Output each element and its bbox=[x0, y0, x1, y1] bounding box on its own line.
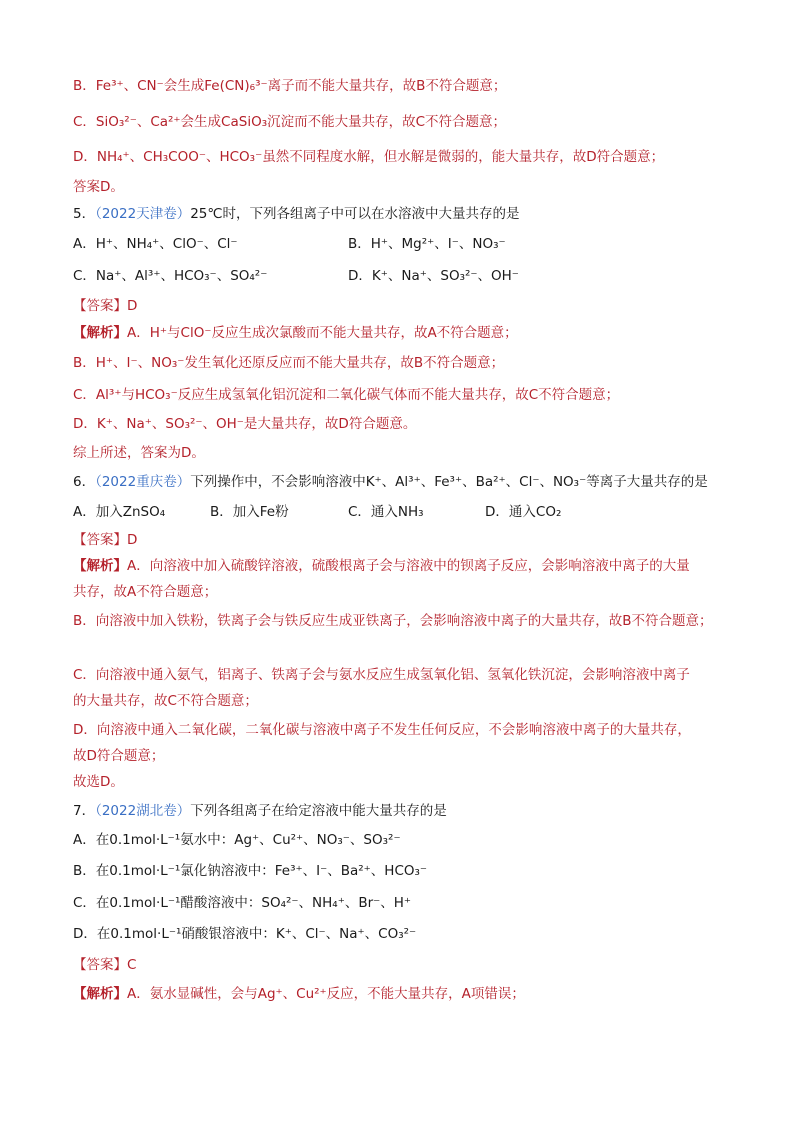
explanation-label: 【解析】 bbox=[73, 986, 127, 1002]
question-5-options-row2 bbox=[73, 266, 734, 286]
option-a: A．H⁺、NH₄⁺、ClO⁻、Cl⁻ bbox=[73, 236, 238, 252]
text-line: C．SiO₃²⁻、Ca²⁺会生成CaSiO₃沉淀而不能大量共存，故C不符合题意； bbox=[73, 114, 507, 130]
option-b: B．H⁺、Mg²⁺、I⁻、NO₃⁻ bbox=[348, 236, 506, 252]
explanation-text: A．H⁺与ClO⁻反应生成次氯酸而不能大量共存，故A不符合题意； bbox=[127, 325, 518, 341]
question-source: （2022湖北卷） bbox=[95, 803, 191, 819]
explanation-line: 共存，故A不符合题意； bbox=[73, 584, 218, 600]
option-a: A．在0.1mol·L⁻¹氨水中：Ag⁺、Cu²⁺、NO₃⁻、SO₃²⁻ bbox=[73, 832, 401, 848]
option-d: D．通入CO₂ bbox=[485, 504, 562, 520]
question-number: 7． bbox=[73, 803, 96, 819]
explanation-label: 【解析】 bbox=[73, 558, 127, 574]
answer-line: 【答案】D bbox=[73, 298, 138, 314]
question-number: 6． bbox=[73, 474, 96, 490]
explanation-line: B．H⁺、I⁻、NO₃⁻发生氧化还原反应而不能大量共存，故B不符合题意； bbox=[73, 355, 505, 371]
explanation-line: D．向溶液中通入二氧化碳，二氧化碳与溶液中离子不发生任何反应，不会影响溶液中离子的大量共存， bbox=[73, 722, 691, 738]
question-text: 下列操作中，不会影响溶液中K⁺、Al³⁺、Fe³⁺、Ba²⁺、Cl⁻、NO₃⁻等离子大量共存的是 bbox=[190, 474, 708, 490]
explanation-line: 故D符合题意； bbox=[73, 748, 165, 764]
text-line: B．Fe³⁺、CN⁻会生成Fe(CN)₆³⁻离子而不能大量共存，故B不符合题意； bbox=[73, 78, 507, 94]
explanation-line: D．K⁺、Na⁺、SO₃²⁻、OH⁻是大量共存，故D符合题意。 bbox=[73, 416, 417, 432]
option-d: D．K⁺、Na⁺、SO₃²⁻、OH⁻ bbox=[348, 268, 519, 284]
explanation-text: A．氨水显碱性，会与Ag⁺、Cu²⁺反应，不能大量共存，A项错误； bbox=[127, 986, 525, 1002]
explanation-line bbox=[73, 984, 734, 1004]
option-c: C．在0.1mol·L⁻¹醋酸溶液中：SO₄²⁻、NH₄⁺、Br⁻、H⁺ bbox=[73, 895, 412, 911]
option-c: C．Na⁺、Al³⁺、HCO₃⁻、SO₄²⁻ bbox=[73, 268, 268, 284]
explanation-line: 的大量共存，故C不符合题意； bbox=[73, 693, 258, 709]
explanation-line bbox=[73, 323, 734, 343]
answer-line: 【答案】C bbox=[73, 957, 137, 973]
question-text: 下列各组离子在给定溶液中能大量共存的是 bbox=[190, 803, 447, 819]
explanation-text: A．向溶液中加入硫酸锌溶液，硫酸根离子会与溶液中的钡离子反应，会影响溶液中离子的大量 bbox=[127, 558, 690, 574]
question-5-stem bbox=[73, 204, 734, 224]
answer-line: 【答案】D bbox=[73, 532, 138, 548]
text-line: D．NH₄⁺、CH₃COO⁻、HCO₃⁻虽然不同程度水解，但水解是微弱的，能大量共存，故D符合题意； bbox=[73, 149, 665, 165]
question-number: 5． bbox=[73, 206, 96, 222]
explanation-line bbox=[73, 556, 734, 576]
question-6-options bbox=[73, 502, 734, 522]
question-5-options-row1 bbox=[73, 234, 734, 254]
explanation-line: C．Al³⁺与HCO₃⁻反应生成氢氧化铝沉淀和二氧化碳气体而不能大量共存，故C不符合题意； bbox=[73, 387, 620, 403]
summary-line: 故选D。 bbox=[73, 774, 124, 790]
explanation-line: B．向溶液中加入铁粉，铁离子会与铁反应生成亚铁离子，会影响溶液中离子的大量共存，故B不符合题意； bbox=[73, 613, 713, 629]
option-c: C．通入NH₃ bbox=[348, 504, 424, 520]
explanation-line: C．向溶液中通入氨气，铝离子、铁离子会与氨水反应生成氢氧化铝、氢氧化铁沉淀，会影响溶液中离子 bbox=[73, 667, 690, 683]
question-source: （2022重庆卷） bbox=[95, 474, 191, 490]
option-b: B．在0.1mol·L⁻¹氯化钠溶液中：Fe³⁺、I⁻、Ba²⁺、HCO₃⁻ bbox=[73, 863, 428, 879]
question-text: 25℃时，下列各组离子中可以在水溶液中大量共存的是 bbox=[190, 206, 520, 222]
question-7-stem bbox=[73, 801, 734, 821]
summary-line: 综上所述，答案为D。 bbox=[73, 445, 205, 461]
option-a: A．加入ZnSO₄ bbox=[73, 504, 166, 520]
option-b: B．加入Fe粉 bbox=[210, 504, 289, 520]
explanation-label: 【解析】 bbox=[73, 325, 127, 341]
text-line: 答案D。 bbox=[73, 179, 124, 195]
option-d: D．在0.1mol·L⁻¹硝酸银溶液中：K⁺、Cl⁻、Na⁺、CO₃²⁻ bbox=[73, 926, 417, 942]
question-6-stem bbox=[73, 472, 734, 492]
question-source: （2022天津卷） bbox=[95, 206, 191, 222]
